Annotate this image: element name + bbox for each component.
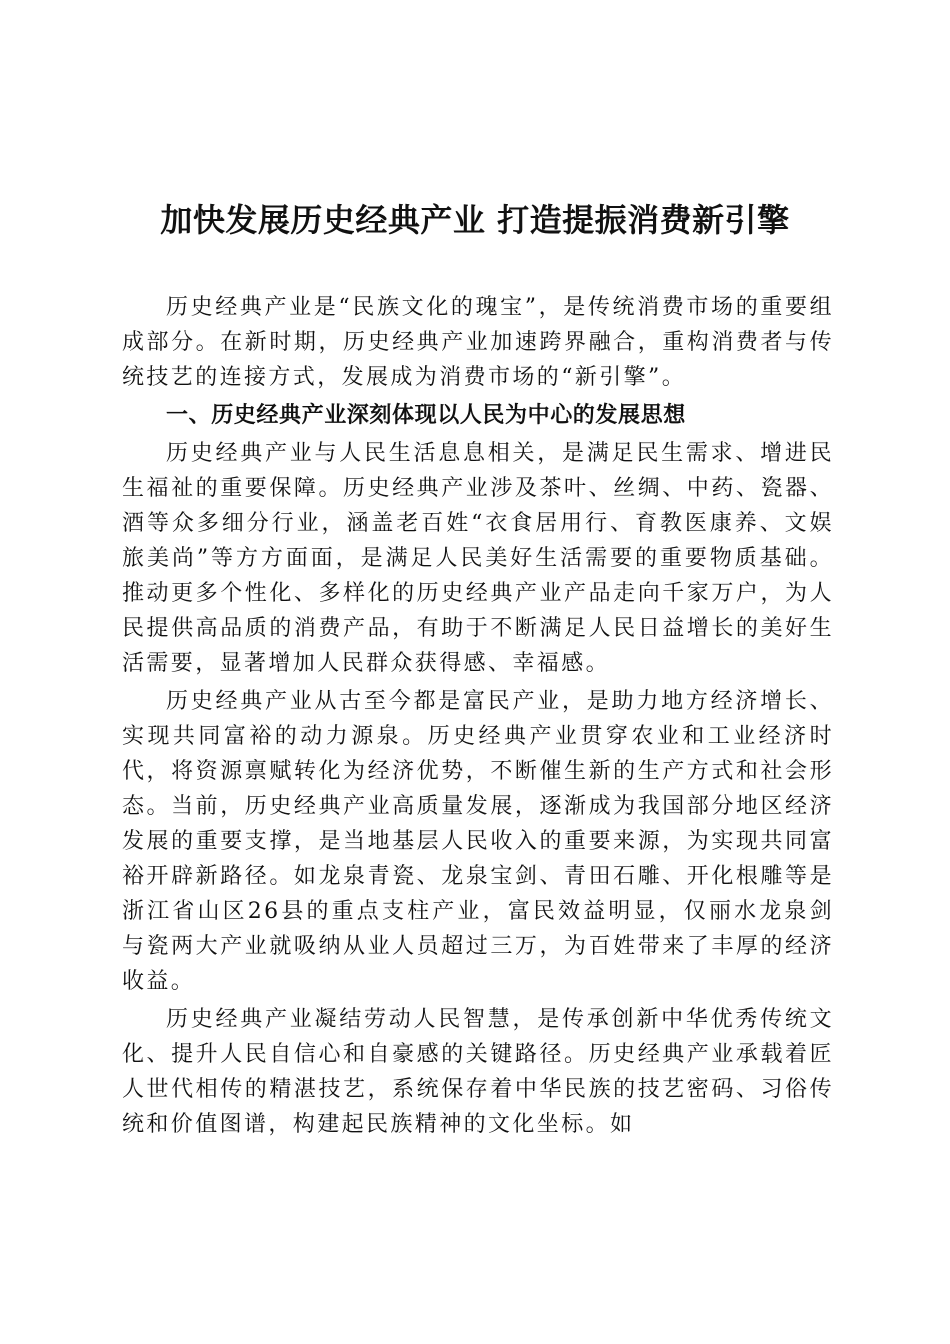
body-paragraph: 历史经典产业与人民生活息息相关，是满足民生需求、增进民生福祉的重要保障。历史经典产业涉及茶叶、丝绸、中药、瓷器、酒等众多细分行业，涵盖老百姓“衣食居用行、育教医康养、文娱旅美尚”等方方面面，是满足人民美好生活需要的重要物质基础。推动更多个性化、多样化的历史经典产业产品走向千家万户，为人民提供高品质的消费产品，有助于不断满足人民日益增长的美好生活需要，显著增加人民群众获得感、幸福感。 xyxy=(122,441,834,676)
intro-paragraph: 历史经典产业是“民族文化的瑰宝”，是传统消费市场的重要组成部分。在新时期，历史经典产业加速跨界融合，重构消费者与传统技艺的连接方式，发展成为消费市场的“新引擎”。 xyxy=(122,295,834,390)
document-body xyxy=(122,290,834,1145)
body-paragraph: 历史经典产业从古至今都是富民产业，是助力地方经济增长、实现共同富裕的动力源泉。历史经典产业贯穿农业和工业经济时代，将资源禀赋转化为经济优势，不断催生新的生产方式和社会形态。当前，历史经典产业高质量发展，逐渐成为我国部分地区经济发展的重要支撑，是当地基层人民收入的重要来源，为实现共同富裕开辟新路径。如龙泉青瓷、龙泉宝剑、青田石雕、开化根雕等是浙江省山区26县的重点支柱产业，富民效益明显，仅丽水龙泉剑与瓷两大产业就吸纳从业人员超过三万，为百姓带来了丰厚的经济收益。 xyxy=(122,689,834,994)
document-title: 加快发展历史经典产业 打造提振消费新引擎 xyxy=(160,201,790,239)
body-paragraph: 历史经典产业凝结劳动人民智慧，是传承创新中华优秀传统文化、提升人民自信心和自豪感的关键路径。历史经典产业承载着匠人世代相传的精湛技艺，系统保存着中华民族的技艺密码、习俗传统和价值图谱，构建起民族精神的文化坐标。如 xyxy=(122,1007,834,1137)
section-heading: 一、历史经典产业深刻体现以人民为中心的发展思想 xyxy=(166,403,686,428)
